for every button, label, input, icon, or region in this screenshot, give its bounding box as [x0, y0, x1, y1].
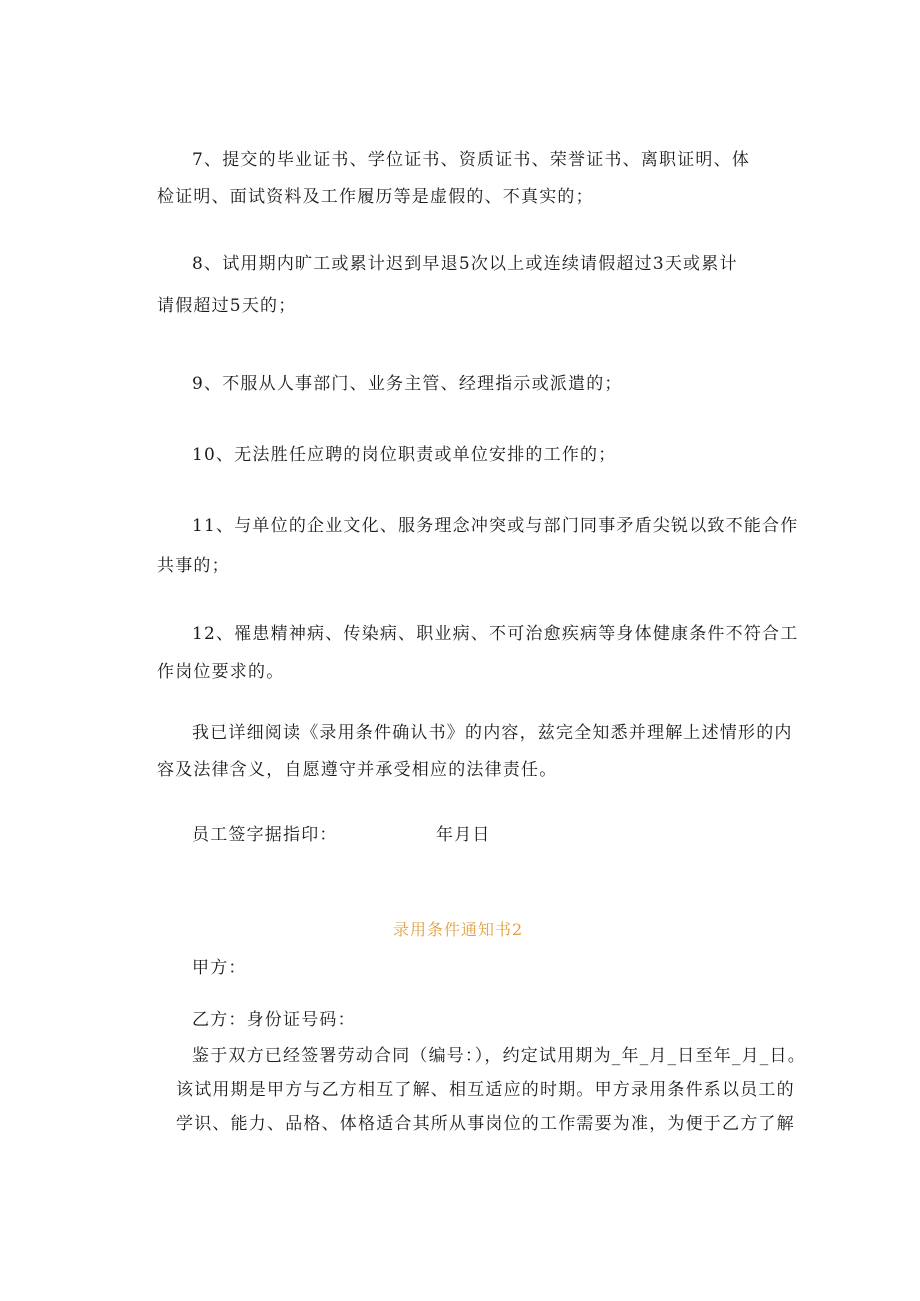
signature-date: 年月日	[436, 825, 491, 845]
section-2-paragraph-line-1: 鉴于双方已经签署劳动合同（编号：），约定试用期为_年_月_日至年_月_日。	[192, 1046, 806, 1066]
declaration-line-2: 容及法律含义，自愿遵守并承受相应的法律责任。	[157, 760, 558, 780]
item-8-line-2: 请假超过5天的；	[157, 296, 297, 316]
section-2-paragraph-line-2: 该试用期是甲方与乙方相互了解、相互适应的时期。甲方录用条件系以员工的	[176, 1080, 795, 1100]
party-b-label: 乙方：身份证号码：	[192, 1010, 356, 1030]
section-2-title: 录用条件通知书2	[393, 920, 524, 939]
item-12-line-2: 作岗位要求的。	[157, 662, 285, 682]
item-12-line-1: 12、罹患精神病、传染病、职业病、不可治愈疾病等身体健康条件不符合工	[192, 624, 799, 644]
section-2-paragraph-line-3: 学识、能力、品格、体格适合其所从事岗位的工作需要为准，为便于乙方了解	[176, 1114, 795, 1134]
item-11-line-1: 11、与单位的企业文化、服务理念冲突或与部门同事矛盾尖锐以致不能合作	[192, 516, 799, 536]
item-9-line-1: 9、不服从人事部门、业务主管、经理指示或派遣的；	[192, 374, 623, 394]
signature-label: 员工签字据指印：	[192, 825, 338, 845]
item-7-line-2: 检证明、面试资料及工作履历等是虚假的、不真实的；	[157, 187, 594, 207]
item-11-line-2: 共事的；	[157, 556, 230, 576]
party-a-label: 甲方：	[192, 958, 247, 978]
declaration-line-1: 我已详细阅读《录用条件确认书》的内容，兹完全知悉并理解上述情形的内	[192, 723, 793, 743]
item-7-line-1: 7、提交的毕业证书、学位证书、资质证书、荣誉证书、离职证明、体	[192, 150, 751, 170]
item-8-line-1: 8、试用期内旷工或累计迟到早退5次以上或连续请假超过3天或累计	[192, 254, 738, 274]
item-10-line-1: 10、无法胜任应聘的岗位职责或单位安排的工作的；	[192, 445, 617, 465]
